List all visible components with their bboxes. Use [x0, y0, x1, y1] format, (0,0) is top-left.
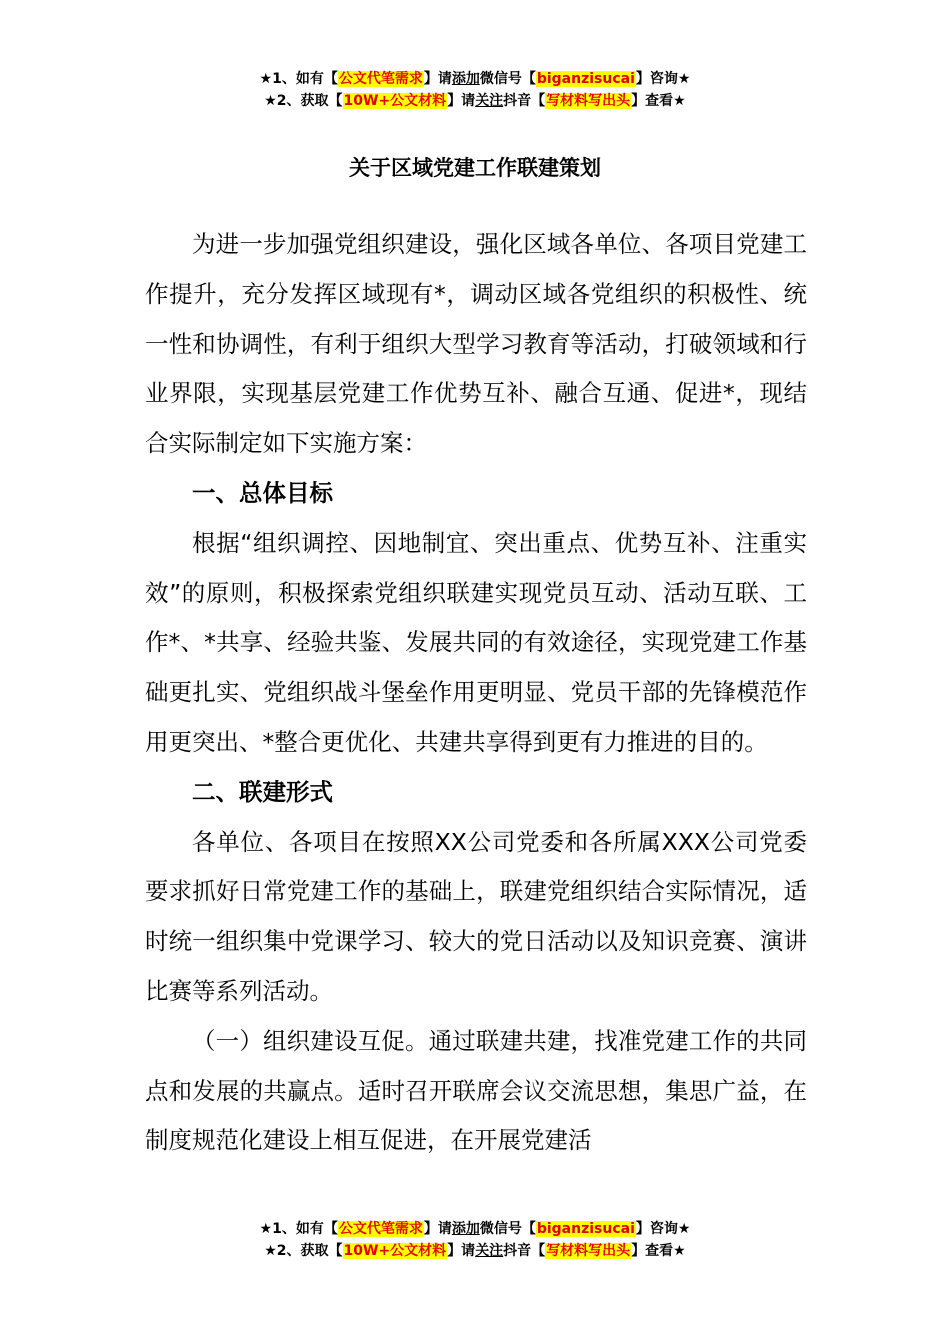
paragraph: 根据“组织调控、因地制宜、突出重点、优势互补、注重实效”的原则，积极探索党组织联建实现党员互动、活动互联、工作*、*共享、经验共鉴、发展共同的有效途径，实现党建工作基础更扎实、党组织战斗堡垒作用更明显、党员干部的先锋模范作用更突出、*整合更优化、共建共享得到更有力推进的目的。: [145, 528, 807, 756]
promo-text: 】咨询★: [635, 1221, 691, 1237]
document-body: [145, 220, 807, 1166]
promo-underline: 关注: [475, 93, 504, 109]
document-title: 关于区域党建工作联建策划: [349, 156, 601, 180]
promo-text: 微信号【: [479, 1221, 536, 1237]
promo-highlight: 写材料写出头: [546, 93, 631, 109]
paragraph: 为进一步加强党组织建设，强化区域各单位、各项目党建工作提升，充分发挥区域现有*，调动区域各党组织的积极性、统一性和协调性，有利于组织大型学习教育等活动，打破领域和行业界限，实现基层党建工作优势互补、融合互通、促进*，现结合实际制定如下实施方案：: [145, 230, 807, 458]
promo-text: 】查看★: [631, 1243, 686, 1259]
promo-text: ★1、如有【: [259, 1221, 338, 1237]
promo-text: 】查看★: [631, 93, 686, 109]
promo-underline: 添加: [451, 1221, 480, 1237]
promo-line-2: [0, 1240, 950, 1262]
promo-banner-bottom: [0, 1218, 950, 1262]
promo-highlight: 写材料写出头: [546, 1243, 631, 1259]
promo-text: 】咨询★: [635, 71, 691, 87]
promo-text: 】请: [447, 93, 476, 109]
promo-underline: 关注: [475, 1243, 504, 1259]
promo-highlight: 公文代笔需求: [338, 71, 423, 87]
paragraph: （一）组织建设互促。通过联建共建，找准党建工作的共同点和发展的共赢点。适时召开联席会议交流思想，集思广益，在制度规范化建设上相互促进，在开展党建活: [145, 1026, 807, 1155]
paragraph: 各单位、各项目在按照XX公司党委和各所属XXX公司党委要求抓好日常党建工作的基础上，联建党组织结合实际情况，适时统一组织集中党课学习、较大的党日活动以及知识竞赛、演讲比赛等系列活动。: [145, 827, 807, 1005]
promo-underline: 添加: [451, 71, 480, 87]
promo-banner-top: [0, 68, 950, 112]
promo-highlight: 10W+公文材料: [343, 1243, 447, 1259]
promo-highlight: 公文代笔需求: [338, 1221, 423, 1237]
promo-text: ★1、如有【: [259, 71, 338, 87]
promo-text: 抖音【: [503, 1243, 546, 1259]
promo-highlight: biganzisucai: [536, 71, 635, 87]
promo-line-1: [0, 68, 950, 90]
section-heading: 二、联建形式: [192, 777, 333, 806]
promo-line-2: [0, 90, 950, 112]
section-heading: 一、总体目标: [192, 478, 333, 507]
promo-text: 】请: [447, 1243, 476, 1259]
promo-text: 】请: [423, 71, 452, 87]
promo-highlight: 10W+公文材料: [343, 93, 447, 109]
promo-line-1: [0, 1218, 950, 1240]
promo-highlight: biganzisucai: [536, 1221, 635, 1237]
promo-text: 抖音【: [503, 93, 546, 109]
promo-text: 】请: [423, 1221, 452, 1237]
promo-text: 微信号【: [479, 71, 536, 87]
promo-text: ★2、获取【: [264, 1243, 343, 1259]
promo-text: ★2、获取【: [264, 93, 343, 109]
